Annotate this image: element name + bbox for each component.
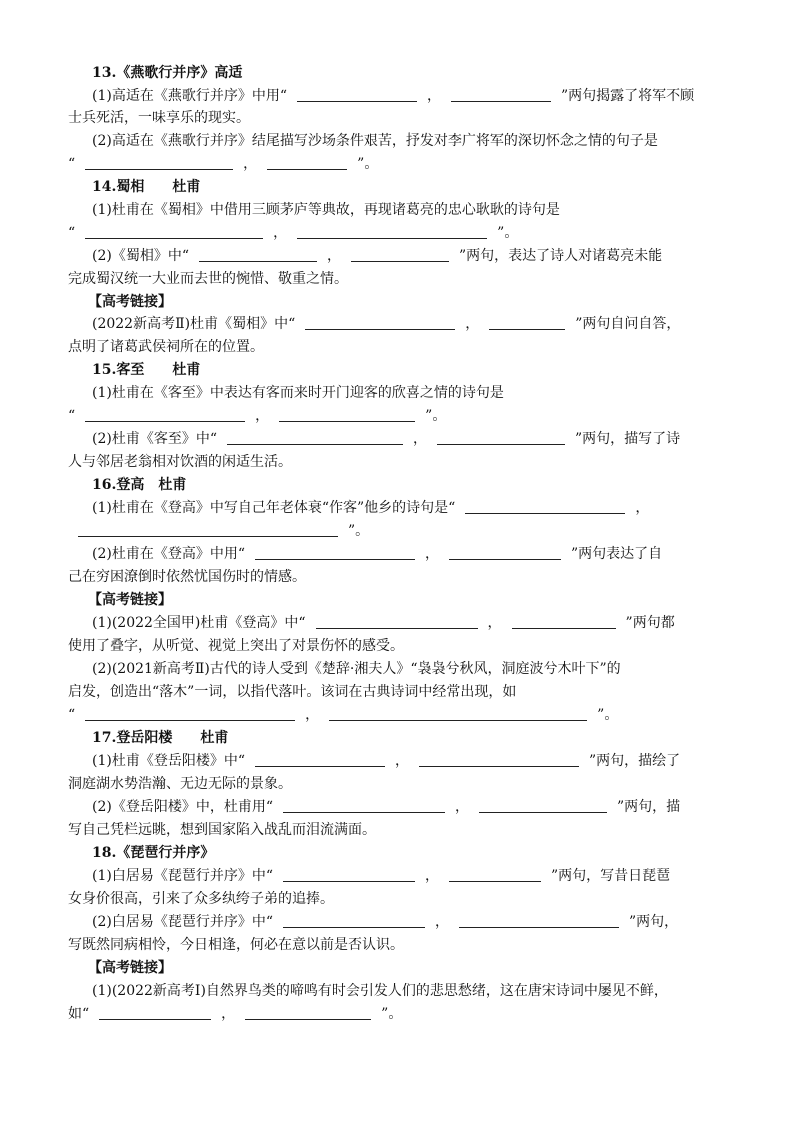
line-text: 写自己凭栏远眺，想到国家陷入战乱而泪流满面。 xyxy=(68,822,376,838)
text-line xyxy=(92,980,762,1002)
text-line xyxy=(92,658,762,680)
text-line xyxy=(68,107,738,129)
section-heading xyxy=(92,176,762,198)
text-line xyxy=(92,796,762,818)
text-line xyxy=(68,635,738,657)
gaokao-link-heading xyxy=(88,291,758,313)
section-heading xyxy=(92,727,762,749)
gaokao-link-heading xyxy=(88,957,758,979)
line-text: ”两句，写昔日琵琶 xyxy=(551,868,671,884)
section-heading xyxy=(92,842,762,864)
fill-in-blank[interactable] xyxy=(267,155,347,170)
line-text: “ xyxy=(68,408,76,424)
fill-in-blank[interactable] xyxy=(85,706,295,721)
line-text: (1)杜甫在《登高》中写自己年老体衰“作客”他乡的诗句是“ xyxy=(92,500,456,516)
line-text: ， xyxy=(395,753,409,769)
line-text: “ xyxy=(68,707,76,723)
text-line xyxy=(68,268,738,290)
text-line xyxy=(92,199,762,221)
line-text: (1)杜甫在《蜀相》中借用三顾茅庐等典故，再现诸葛亮的忠心耿耿的诗句是 xyxy=(92,202,560,218)
line-text: ， xyxy=(327,248,341,264)
text-line xyxy=(92,130,762,152)
line-text: ， xyxy=(305,707,320,723)
text-line xyxy=(68,222,738,244)
line-text: “ xyxy=(68,225,76,241)
line-text: (2)高适在《燕歌行并序》结尾描写沙场条件艰苦，抒发对李广将军的深切怀念之情的句子是 xyxy=(92,133,658,149)
line-text: (2)白居易《琵琶行并序》中“ xyxy=(92,914,273,930)
section-heading xyxy=(92,359,762,381)
text-line xyxy=(92,85,762,107)
line-text: 【高考链接】 xyxy=(88,592,172,608)
line-text: ”。 xyxy=(348,523,370,539)
text-line xyxy=(68,566,738,588)
gaokao-link-heading xyxy=(88,589,758,611)
line-text: (1)(2022新高考Ⅰ)自然界鸟类的啼鸣有时会引发人们的悲思愁绪，这在唐宋诗词中屡见不鲜， xyxy=(92,983,668,999)
line-text: ”两句揭露了将军不顾 xyxy=(561,88,695,104)
line-text: ， xyxy=(455,799,469,815)
text-line xyxy=(68,520,738,542)
fill-in-blank[interactable] xyxy=(245,1005,371,1020)
line-text: 使用了叠字，从听觉、视觉上突出了对景伤怀的感受。 xyxy=(68,638,404,654)
fill-in-blank[interactable] xyxy=(255,752,385,767)
line-text: ”两句，描绘了 xyxy=(589,753,681,769)
line-text: ， xyxy=(487,615,502,631)
line-text: (1)杜甫在《客至》中表达有客而来时开门迎客的欣喜之情的诗句是 xyxy=(92,385,504,401)
text-line xyxy=(92,865,762,887)
text-line xyxy=(68,1003,738,1025)
fill-in-blank[interactable] xyxy=(78,522,338,537)
line-text: ， xyxy=(273,225,288,241)
fill-in-blank[interactable] xyxy=(459,913,619,928)
line-text: 点明了诸葛武侯祠所在的位置。 xyxy=(68,339,264,355)
text-line xyxy=(68,934,738,956)
line-text: (1)高适在《燕歌行并序》中用“ xyxy=(92,88,287,104)
fill-in-blank[interactable] xyxy=(489,315,565,330)
line-text: 人与邻居老翁相对饮酒的闲适生活。 xyxy=(68,454,292,470)
line-text: 完成蜀汉统一大业而去世的惋惜、敬重之情。 xyxy=(68,271,348,287)
line-text: 女身价很高，引来了众多纨绔子弟的追捧。 xyxy=(68,891,334,907)
text-line xyxy=(68,405,738,427)
fill-in-blank[interactable] xyxy=(465,499,625,514)
line-text: 13.《燕歌行并序》高适 xyxy=(92,65,243,81)
fill-in-blank[interactable] xyxy=(283,867,415,882)
line-text: ， xyxy=(635,500,650,516)
line-text: ”。 xyxy=(425,408,447,424)
text-line xyxy=(68,819,738,841)
line-text: ， xyxy=(427,88,441,104)
line-text: (2)《登岳阳楼》中，杜甫用“ xyxy=(92,799,273,815)
line-text: ”。 xyxy=(497,225,519,241)
line-text: ， xyxy=(435,914,449,930)
line-text: ”两句，描 xyxy=(617,799,681,815)
text-line xyxy=(68,153,738,175)
line-text: ”两句，表达了诗人对诸葛亮未能 xyxy=(459,248,663,264)
fill-in-blank[interactable] xyxy=(279,407,415,422)
line-text: 14.蜀相 杜甫 xyxy=(92,179,201,195)
fill-in-blank[interactable] xyxy=(449,545,561,560)
line-text: ， xyxy=(255,408,270,424)
fill-in-blank[interactable] xyxy=(512,614,616,629)
fill-in-blank[interactable] xyxy=(227,430,403,445)
fill-in-blank[interactable] xyxy=(449,867,541,882)
line-text: 15.客至 杜甫 xyxy=(92,362,201,378)
line-text: ， xyxy=(221,1006,236,1022)
line-text: “ xyxy=(68,156,76,172)
text-line xyxy=(92,612,762,634)
line-text: ， xyxy=(425,868,439,884)
line-text: ， xyxy=(465,316,480,332)
line-text: 写既然同病相怜，今日相逢，何必在意以前是否认识。 xyxy=(68,937,404,953)
text-line xyxy=(68,681,738,703)
fill-in-blank[interactable] xyxy=(351,247,449,262)
text-line xyxy=(92,428,762,450)
fill-in-blank[interactable] xyxy=(297,87,417,102)
line-text: 16.登高 杜甫 xyxy=(92,477,187,493)
line-text: 【高考链接】 xyxy=(88,294,172,310)
fill-in-blank[interactable] xyxy=(437,430,565,445)
fill-in-blank[interactable] xyxy=(451,87,551,102)
line-text: 启发，创造出“落木”一词，以指代落叶。该词在古典诗词中经常出现，如 xyxy=(68,684,517,700)
text-line xyxy=(92,543,762,565)
line-text: ”。 xyxy=(597,707,619,723)
fill-in-blank[interactable] xyxy=(85,407,245,422)
fill-in-blank[interactable] xyxy=(99,1005,211,1020)
line-text: 18.《琵琶行并序》 xyxy=(92,845,215,861)
text-line xyxy=(92,382,762,404)
line-text: ”两句表达了自 xyxy=(571,546,663,562)
line-text: ”。 xyxy=(381,1006,403,1022)
text-line xyxy=(92,750,762,772)
line-text: ， xyxy=(413,431,427,447)
line-text: 17.登岳阳楼 杜甫 xyxy=(92,730,229,746)
line-text: 洞庭湖水势浩瀚、无边无际的景象。 xyxy=(68,776,292,792)
line-text: ， xyxy=(425,546,439,562)
fill-in-blank[interactable] xyxy=(305,315,455,330)
fill-in-blank[interactable] xyxy=(283,913,425,928)
line-text: (1)白居易《琵琶行并序》中“ xyxy=(92,868,273,884)
fill-in-blank[interactable] xyxy=(329,706,587,721)
line-text: (2)(2021新高考Ⅱ)古代的诗人受到《楚辞·湘夫人》“袅袅兮秋风，洞庭波兮木叶下”的 xyxy=(92,661,621,677)
line-text: (2022新高考Ⅱ)杜甫《蜀相》中“ xyxy=(92,316,296,332)
fill-in-blank[interactable] xyxy=(419,752,579,767)
line-text: ， xyxy=(243,156,258,172)
line-text: ”两句，描写了诗 xyxy=(575,431,681,447)
line-text: (2)杜甫在《登高》中用“ xyxy=(92,546,245,562)
line-text: ”两句都 xyxy=(625,615,675,631)
line-text: (2)《蜀相》中“ xyxy=(92,248,189,264)
line-text: ”两句， xyxy=(629,914,679,930)
fill-in-blank[interactable] xyxy=(297,224,487,239)
fill-in-blank[interactable] xyxy=(316,614,478,629)
line-text: (2)杜甫《客至》中“ xyxy=(92,431,217,447)
text-line xyxy=(68,451,738,473)
line-text: (1)(2022全国甲)杜甫《登高》中“ xyxy=(92,615,306,631)
fill-in-blank[interactable] xyxy=(479,798,607,813)
text-line xyxy=(92,911,762,933)
line-text: 士兵死活，一味享乐的现实。 xyxy=(68,110,250,126)
text-line xyxy=(92,497,762,519)
text-line xyxy=(68,888,738,910)
fill-in-blank[interactable] xyxy=(85,155,233,170)
section-heading xyxy=(92,474,762,496)
section-heading xyxy=(92,62,762,84)
fill-in-blank[interactable] xyxy=(255,545,415,560)
text-line xyxy=(92,313,762,335)
line-text: ”。 xyxy=(357,156,379,172)
line-text: (1)杜甫《登岳阳楼》中“ xyxy=(92,753,245,769)
line-text: 己在穷困潦倒时依然忧国伤时的情感。 xyxy=(68,569,306,585)
fill-in-blank[interactable] xyxy=(85,224,263,239)
text-line xyxy=(68,336,738,358)
line-text: 【高考链接】 xyxy=(88,960,172,976)
text-line xyxy=(92,245,762,267)
text-line xyxy=(68,773,738,795)
line-text: ”两句自问自答， xyxy=(575,316,681,332)
text-line xyxy=(68,704,738,726)
fill-in-blank[interactable] xyxy=(283,798,445,813)
line-text: 如“ xyxy=(68,1006,90,1022)
fill-in-blank[interactable] xyxy=(199,247,317,262)
